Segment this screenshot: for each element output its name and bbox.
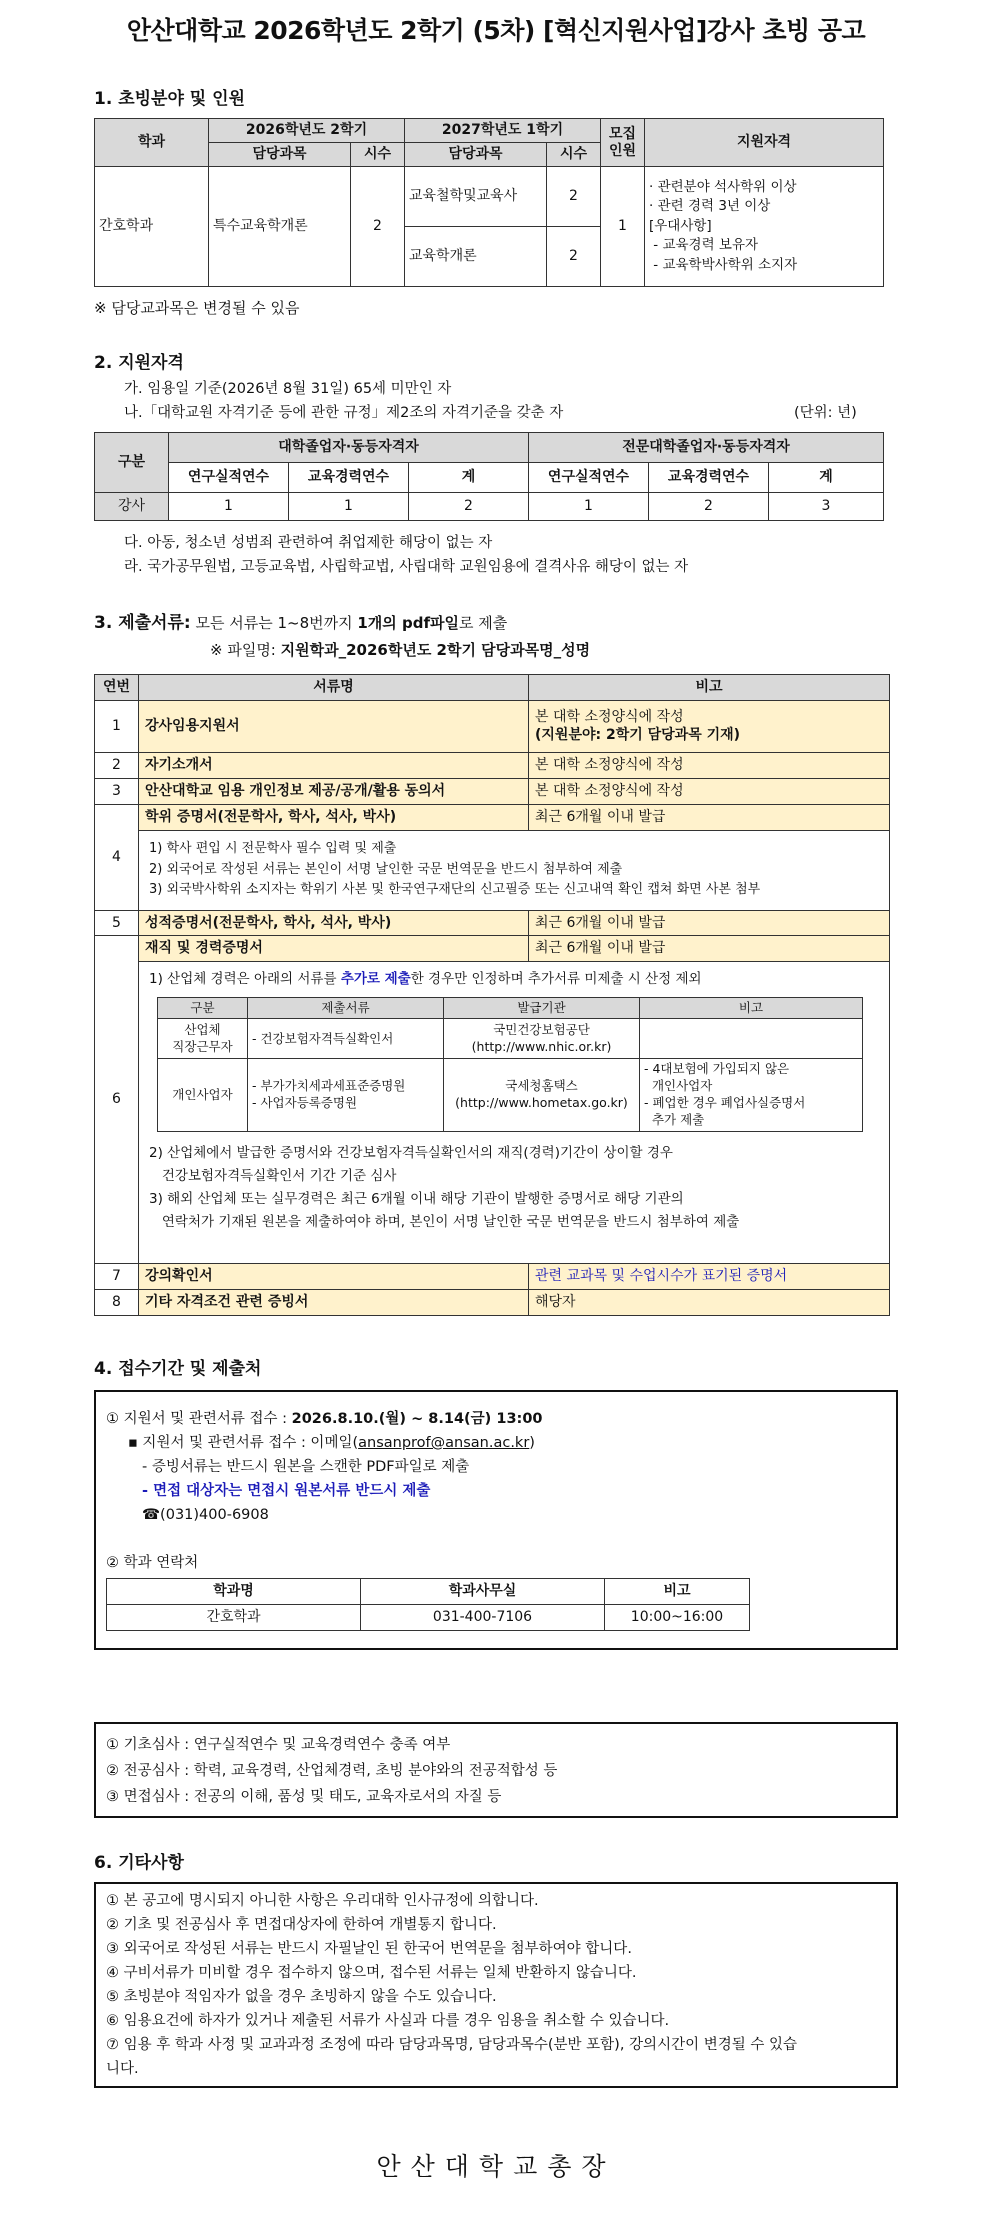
row-label: 강사 (95, 493, 169, 521)
header-recruit: 모집 인원 (601, 119, 645, 167)
header-hours-2: 시수 (547, 143, 601, 167)
doc-note: 최근 6개월 이내 발급 (529, 910, 890, 936)
doc-details (139, 830, 890, 910)
cell-dept: 간호학과 (95, 167, 209, 287)
header-dept: 학과 (95, 119, 209, 167)
doc-note: 본 대학 소정양식에 작성 (529, 778, 890, 804)
value-cell: 1 (529, 493, 649, 521)
header-teach-2: 교육경력연수 (649, 463, 769, 493)
cell-qual (645, 167, 884, 287)
header-qual: 지원자격 (645, 119, 884, 167)
qual-line: [우대사항] (649, 217, 712, 234)
doc-note: 본 대학 소정양식에 작성 (529, 752, 890, 778)
email-close: ) (529, 1435, 535, 1451)
doc-name: 자기소개서 (139, 752, 529, 778)
section-3-title: 3. 제출서류: (94, 613, 191, 633)
email-link[interactable]: ansanprof@ansan.ac.kr (358, 1435, 530, 1451)
section-2-heading: 2. 지원자격 (94, 353, 184, 373)
cell-recruit: 1 (601, 167, 645, 287)
notes-item: ④ 구비서류가 미비할 경우 접수하지 않으며, 접수된 서류는 일체 반환하지 않습니다. (106, 1965, 637, 1981)
inner-cell: - 건강보험자격득실확인서 (248, 1019, 444, 1059)
notes-item: ⑥ 임용요건에 하자가 있거나 제출된 서류가 사실과 다를 경우 임용을 취소할 수 있습니다. (106, 2013, 670, 2029)
doc-name: 재직 및 경력증명서 (139, 936, 529, 962)
notes-item: ⑤ 초빙분야 적임자가 없을 경우 초빙하지 않을 수도 있습니다. (106, 1989, 497, 2005)
notes-item: ③ 외국어로 작성된 서류는 반드시 자필날인 된 한국어 번역문을 첨부하여야 합니다. (106, 1941, 632, 1957)
doc-name: 안산대학교 임용 개인정보 제공/공개/활용 동의서 (139, 778, 529, 804)
phone-line: ☎(031)400-6908 (142, 1507, 269, 1523)
doc-note: 최근 6개월 이내 발급 (529, 936, 890, 962)
qual-item-a: 가. 임용일 기준(2026년 8월 31일) 65세 미만인 자 (124, 381, 452, 397)
header-sem2: 2027학년도 1학기 (405, 119, 601, 143)
doc-note: 최근 6개월 이내 발급 (529, 804, 890, 830)
header-research-2: 연구실적연수 (529, 463, 649, 493)
value-cell: 2 (409, 493, 529, 521)
inner-header: 비고 (640, 997, 863, 1019)
doc-note: 관련 교과목 및 수업시수가 표기된 증명서 (529, 1264, 890, 1290)
inner-cell: - 부가가치세과세표준증명원 - 사업자등록증명원 (248, 1059, 444, 1132)
doc-name: 강의확인서 (139, 1264, 529, 1290)
filename-label: ※ 파일명: (210, 641, 281, 659)
inner-cell: 개인사업자 (158, 1059, 248, 1132)
cell-subject-2b: 교육학개론 (405, 227, 547, 287)
application-period-box (94, 1390, 898, 1650)
header-univ: 대학졸업자·동등자격자 (169, 433, 529, 463)
doc-note-line: (지원분야: 2학기 담당과목 기재) (535, 727, 741, 744)
contact-cell: 031-400-7106 (361, 1605, 605, 1631)
detail-line: 건강보험자격득실확인서 기간 기준 심사 (149, 1167, 397, 1184)
detail-line: 3) 외국박사학위 소지자는 학위기 사본 및 한국연구재단의 신고필증 또는 신고내역 확인 캡쳐 화면 사본 첨부 (149, 882, 761, 898)
value-cell: 1 (169, 493, 289, 521)
interview-note: - 면접 대상자는 면접시 원본서류 반드시 제출 (142, 1483, 431, 1499)
header-subject-2: 담당과목 (405, 143, 547, 167)
pdf-note: - 증빙서류는 반드시 원본을 스캔한 PDF파일로 제출 (142, 1459, 470, 1475)
detail-line: 1) 학사 편입 시 전문학사 필수 입력 및 제출 (149, 840, 397, 856)
contact-table (106, 1578, 750, 1631)
cell-hours-2b: 2 (547, 227, 601, 287)
inner-header: 발급기관 (444, 997, 640, 1019)
doc-name: 학위 증명서(전문학사, 학사, 석사, 박사) (139, 804, 529, 830)
header-sem1: 2026학년도 2학기 (209, 119, 405, 143)
row-number: 6 (95, 936, 139, 1264)
section-6-heading: 6. 기타사항 (94, 1853, 184, 1873)
header-subject-1: 담당과목 (209, 143, 351, 167)
doc-name: 강사임용지원서 (139, 700, 529, 752)
notes-item: ② 기초 및 전공심사 후 면접대상자에 한하여 개별통지 합니다. (106, 1917, 497, 1933)
doc-note: 해당자 (529, 1290, 890, 1316)
value-cell: 3 (769, 493, 884, 521)
qual-item-d: 라. 국가공무원법, 고등교육법, 사립학교법, 사립대학 교원임용에 결격사유 해당이 없는 자 (124, 559, 689, 575)
section-3-desc-end: 로 제출 (458, 614, 508, 632)
contact-header: 학과사무실 (361, 1579, 605, 1605)
row-number: 8 (95, 1290, 139, 1316)
email-line (128, 1434, 535, 1454)
documents-table (94, 674, 890, 1316)
header-teach-1: 교육경력연수 (289, 463, 409, 493)
section-3-desc: 모든 서류는 1~8번까지 (190, 614, 358, 632)
notes-item: ① 본 공고에 명시되지 아니한 사항은 우리대학 인사규정에 의합니다. (106, 1893, 539, 1909)
qual-line: · 관련분야 석사학위 이상 (649, 178, 797, 195)
inner-cell (640, 1019, 863, 1059)
period-line (106, 1410, 543, 1430)
detail-text: 한 경우만 인정하며 추가서류 미제출 시 산정 제외 (410, 971, 702, 988)
dept-contact-label: ② 학과 연락처 (106, 1555, 199, 1571)
subject-change-note: ※ 담당교과목은 변경될 수 있음 (94, 299, 300, 317)
inner-cell: 국세청홈택스 (http://www.hometax.go.kr) (444, 1059, 640, 1132)
inner-cell: - 4대보험에 가입되지 않은 개인사업자 - 폐업한 경우 폐업사실증명서 추가 제출 (640, 1059, 863, 1132)
recruit-table (94, 118, 884, 287)
inner-header: 제출서류 (248, 997, 444, 1019)
inner-cell: 산업체 직장근무자 (158, 1019, 248, 1059)
contact-cell: 10:00~16:00 (605, 1605, 750, 1631)
doc-note-line: 본 대학 소정양식에 작성 (535, 708, 684, 725)
qual-item-c: 다. 아동, 청소년 성범죄 관련하여 취업제한 해당이 없는 자 (124, 535, 493, 551)
detail-line: 3) 해외 산업체 또는 실무경력은 최근 6개월 이내 해당 기관이 발행한 증명서로 해당 기관의 (149, 1190, 684, 1207)
row-number: 5 (95, 910, 139, 936)
period-label: ① 지원서 및 관련서류 접수 : (106, 1411, 292, 1427)
screening-line: ③ 면접심사 : 전공의 이해, 품성 및 태도, 교육자로서의 자질 등 (106, 1789, 502, 1805)
qualification-table (94, 432, 884, 521)
qual-line: - 교육학박사학위 소지자 (649, 256, 798, 273)
detail-block (149, 1142, 879, 1234)
qual-line: · 관련 경력 3년 이상 (649, 198, 771, 215)
contact-header: 학과명 (107, 1579, 361, 1605)
notes-item: ⑦ 임용 후 학과 사정 및 교과과정 조정에 따라 담당과목명, 담당과목수(분반 포함), 강의시간이 변경될 수 있습 (106, 2037, 797, 2053)
header-note: 비고 (529, 675, 890, 701)
career-proof-table (157, 997, 863, 1132)
header-sum-1: 계 (409, 463, 529, 493)
row-number: 1 (95, 700, 139, 752)
header-hours-1: 시수 (351, 143, 405, 167)
inner-cell: 국민건강보험공단 (http://www.nhic.or.kr) (444, 1019, 640, 1059)
screening-line: ① 기초심사 : 연구실적연수 및 교육경력연수 충족 여부 (106, 1737, 451, 1753)
contact-cell: 간호학과 (107, 1605, 361, 1631)
qual-line: - 교육경력 보유자 (649, 237, 759, 254)
section-4-heading: 4. 접수기간 및 제출처 (94, 1359, 262, 1379)
cell-subject-1: 특수교육학개론 (209, 167, 351, 287)
doc-name: 기타 자격조건 관련 증빙서 (139, 1290, 529, 1316)
row-number: 3 (95, 778, 139, 804)
detail-line: 2) 산업체에서 발급한 증명서와 건강보험자격득실확인서의 재직(경력)기간이 상이할 경우 (149, 1144, 673, 1161)
section-1-heading: 1. 초빙분야 및 인원 (94, 89, 245, 109)
detail-line (149, 970, 879, 988)
screening-box (94, 1722, 898, 1818)
other-notes-box (94, 1882, 898, 2088)
inner-header: 구분 (158, 997, 248, 1019)
unit-label: (단위: 년) (794, 405, 857, 421)
header-research-1: 연구실적연수 (169, 463, 289, 493)
section-3-desc-bold: 1개의 pdf파일 (357, 614, 459, 632)
cell-hours-2a: 2 (547, 167, 601, 227)
header-type: 구분 (95, 433, 169, 493)
cell-subject-2a: 교육철학및교육사 (405, 167, 547, 227)
value-cell: 2 (649, 493, 769, 521)
president-signature: 안산대학교총장 (376, 2152, 616, 2181)
contact-header: 비고 (605, 1579, 750, 1605)
header-college: 전문대학졸업자·동등자격자 (529, 433, 884, 463)
doc-name: 성적증명서(전문학사, 학사, 석사, 박사) (139, 910, 529, 936)
page-title: 안산대학교 2026학년도 2학기 (5차) [혁신지원사업]강사 초빙 공고 (126, 16, 866, 45)
notes-item: 니다. (106, 2061, 139, 2077)
row-number: 2 (95, 752, 139, 778)
header-doc: 서류명 (139, 675, 529, 701)
row-number: 7 (95, 1264, 139, 1290)
detail-highlight: 추가로 제출 (340, 971, 411, 988)
filename-note (210, 640, 590, 660)
header-no: 연번 (95, 675, 139, 701)
cell-hours-1: 2 (351, 167, 405, 287)
detail-line: 연락처가 기재된 원본을 제출하여야 하며, 본인이 서명 날인한 국문 번역문을 반드시 첨부하여 제출 (149, 1213, 740, 1230)
section-3-heading (94, 612, 507, 635)
header-sum-2: 계 (769, 463, 884, 493)
screening-line: ② 전공심사 : 학력, 교육경력, 산업체경력, 초빙 분야와의 전공적합성 등 (106, 1763, 558, 1779)
email-label: ▪ 지원서 및 관련서류 접수 : 이메일( (128, 1435, 359, 1451)
row-number: 4 (95, 804, 139, 910)
qual-item-b: 나.「대학교원 자격기준 등에 관한 규정」제2조의 자격기준을 갖춘 자 (124, 405, 564, 421)
doc-note (529, 700, 890, 752)
filename-value: 지원학과_2026학년도 2학기 담당과목명_성명 (280, 641, 591, 659)
detail-line: 2) 외국어로 작성된 서류는 본인이 서명 날인한 국문 번역문을 반드시 첨부하여 제출 (149, 861, 623, 877)
value-cell: 1 (289, 493, 409, 521)
career-details (139, 962, 890, 1264)
detail-text: 1) 산업체 경력은 아래의 서류를 (149, 971, 341, 988)
period-dates: 2026.8.10.(월) ~ 8.14(금) 13:00 (291, 1411, 543, 1427)
